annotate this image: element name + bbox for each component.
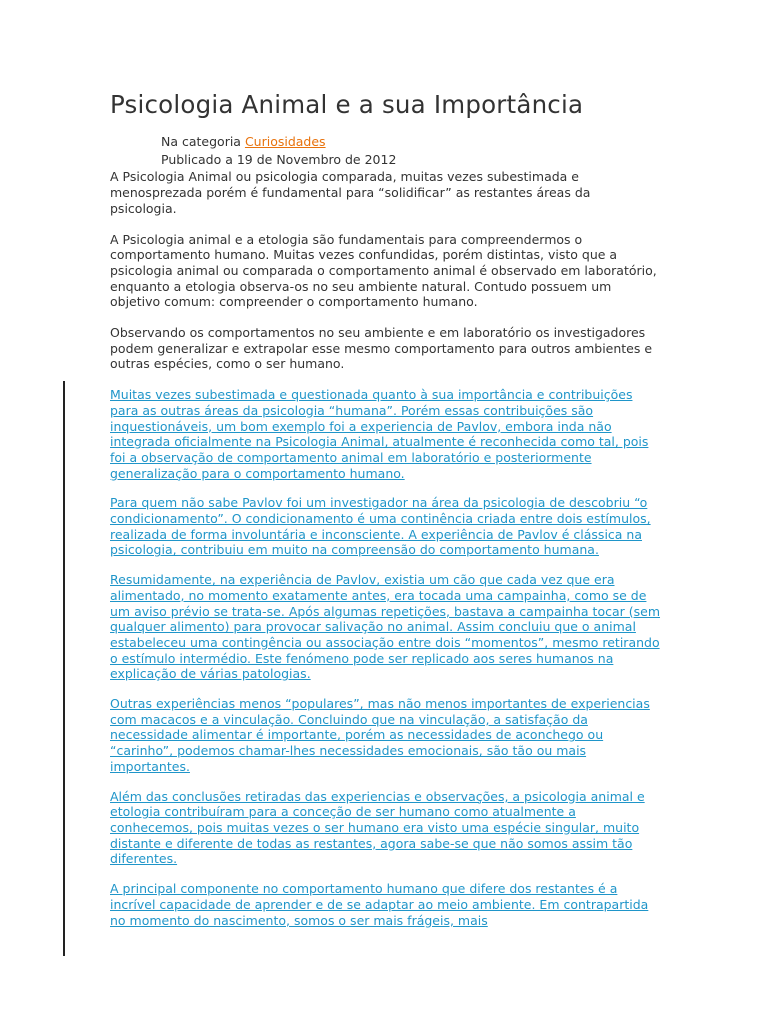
category-prefix: Na categoria [161, 134, 245, 150]
body-paragraph: A Psicologia animal e a etologia são fundamentais para compreendermos o comportamento humano. Muitas vezes confundidas, porém distintas, visto que a psicologia animal ou comparada o comportamento animal é observado em laboratório, enquanto a etologia observa-os no seu ambiente natural. Contudo possuem um objetivo comum: compreender o comportamento humano. [110, 231, 657, 310]
article-meta [110, 133, 660, 169]
category-line [161, 133, 660, 151]
linked-paragraph[interactable]: A principal componente no comportamento humano que difere dos restantes é a incrível capacidade de aprender e de se adaptar ao meio ambiente. Em contrapartida no momento do nascimento, somos o ser mais frágeis, mais [110, 881, 649, 928]
blockquote-bar [63, 381, 65, 956]
linked-paragraph[interactable]: Muitas vezes subestimada e questionada quanto à sua importância e contribuições para as outras áreas da psicologia “humana”. Porém essas contribuições são inquestionáveis, um bom exemplo foi a experiencia de Pavlov, embora inda não integrada oficialmente na Psicologia Animal, atualmente é reconhecida como tal, pois foi a observação de comportamento animal em laboratório e posteriormente generalização para o comportamento humano. [110, 387, 649, 481]
category-link[interactable]: Curiosidades [244, 134, 326, 150]
published-date: Publicado a 19 de Novembro de 2012 [161, 152, 397, 168]
article [110, 90, 660, 942]
linked-paragraph[interactable]: Resumidamente, na experiência de Pavlov, existia um cão que cada vez que era alimentado, no momento exatamente antes, era tocada uma campainha, como se de um aviso prévio se trata-se. Após algumas repetições, bastava a campainha tocar (sem qualquer alimento) para provocar salivação no animal. Assim concluiu que o animal estabeleceu uma contingência ou associação entre dois “momentos”, mesmo retirando o estímulo intermédio. Este fenómeno pode ser replicado aos seres humanos na explicação de várias patologias. [110, 572, 661, 682]
body-paragraph: Observando os comportamentos no seu ambiente e em laboratório os investigadores podem generalizar e extrapolar esse mesmo comportamento para outros ambientes e outras espécies, como o ser humano. [110, 325, 653, 372]
article-title: Psicologia Animal e a sua Importância [110, 90, 584, 119]
linked-paragraph[interactable]: Para quem não sabe Pavlov foi um investigador na área da psicologia de descobriu “o condicionamento”. O condicionamento é uma continência criada entre dois estímulos, realizada de forma involuntária e inconsciente. A experiência de Pavlov é clássica na psicologia, contribuiu em muito na compreensão do comportamento humana. [110, 495, 651, 558]
linked-paragraph[interactable]: Além das conclusões retiradas das experiencias e observações, a psicologia animal e etologia contribuíram para a conceção de ser humano como atualmente a conhecemos, pois muitas vezes o ser humano era visto uma espécie singular, muito distante e diferente de todas as restantes, agora sabe-se que não somos assim tão diferentes. [110, 788, 645, 867]
body-paragraph: A Psicologia Animal ou psicologia comparada, muitas vezes subestimada e menosprezada porém é fundamental para “solidificar” as restantes áreas da psicologia. [110, 169, 591, 216]
linked-paragraph[interactable]: Outras experiências menos “populares”, mas não menos importantes de experiencias com macacos e a vinculação. Concluindo que na vinculação, a satisfação da necessidade alimentar é importante, porém as necessidades de aconchego ou “carinho”, podemos chamar-lhes necessidades emocionais, são tão ou mais importantes. [110, 696, 650, 774]
blockquote [110, 387, 660, 928]
